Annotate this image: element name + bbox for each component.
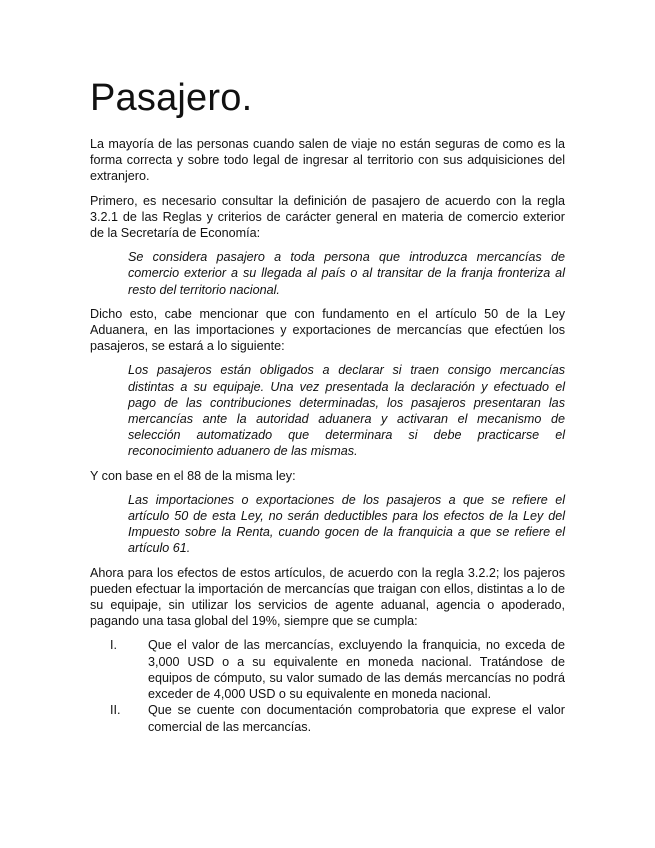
document-page <box>90 72 565 735</box>
page-title: Pasajero. <box>90 77 253 119</box>
article-50-paragraph: Dicho esto, cabe mencionar que con fundamento en el artículo 50 de la Ley Aduanera, en las importaciones y exportaciones de mercancías que efectúen los pasajeros, se estará a lo siguiente: <box>90 306 565 354</box>
article-88-quote: Las importaciones o exportaciones de los pasajeros a que se refiere el artículo 50 de esta Ley, no serán deductibles para los efectos de la Ley del Impuesto sobre la Renta, cuando gocen de la franquicia a que se refiere el artículo 61. <box>128 492 565 556</box>
pasajero-definition-quote: Se considera pasajero a toda persona que introduzca mercancías de comercio exterior a su llegada al país o al transitar de la franja fronteriza al resto del territorio nacional. <box>128 250 565 297</box>
article-50-quote: Los pasajeros están obligados a declarar si traen consigo mercancías distintas a su equipaje. Una vez presentada la declaración y efectuado el pago de las contribuciones determinadas, los pasajeros presentaran las mercancías ante la autoridad aduanera y activaran el mecanismo de selección automatizado que determinara si debe practicarse el reconocimiento aduanero de las mismas. <box>128 363 565 459</box>
list-item-text: Que se cuente con documentación comprobatoria que exprese el valor comercial de las mercancías. <box>148 703 565 734</box>
definition-intro-paragraph: Primero, es necesario consultar la definición de pasajero de acuerdo con la regla 3.2.1 de las Reglas y criterios de carácter general en materia de comercio exterior de la Secretaría de Economía: <box>90 193 565 241</box>
list-item-text: Que el valor de las mercancías, excluyendo la franquicia, no exceda de 3,000 USD o a su equivalente en moneda nacional. Tratándose de equipos de cómputo, su valor sumado de las demás mercancías no podrá exceder de 4,000 USD o su equivalente en moneda nacional. <box>148 638 565 702</box>
list-item-number: II. <box>110 703 121 718</box>
list-item <box>90 637 565 702</box>
list-item <box>90 702 565 734</box>
regla-322-paragraph: Ahora para los efectos de estos artículos, de acuerdo con la regla 3.2.2; los pajeros pueden efectuar la importación de mercancías que traigan con ellos, distintas a lo de su equipaje, sin utilizar los servicios de agente aduanal, agencia o apoderado, pagando una tasa global del 19%, siempre que se cumpla: <box>90 565 565 629</box>
intro-paragraph: La mayoría de las personas cuando salen de viaje no están seguras de como es la forma correcta y sobre todo legal de ingresar al territorio con sus adquisiciones del extranjero. <box>90 137 565 184</box>
requirements-list <box>90 637 565 734</box>
article-88-paragraph: Y con base en el 88 de la misma ley: <box>90 468 296 483</box>
list-item-number: I. <box>110 638 117 653</box>
